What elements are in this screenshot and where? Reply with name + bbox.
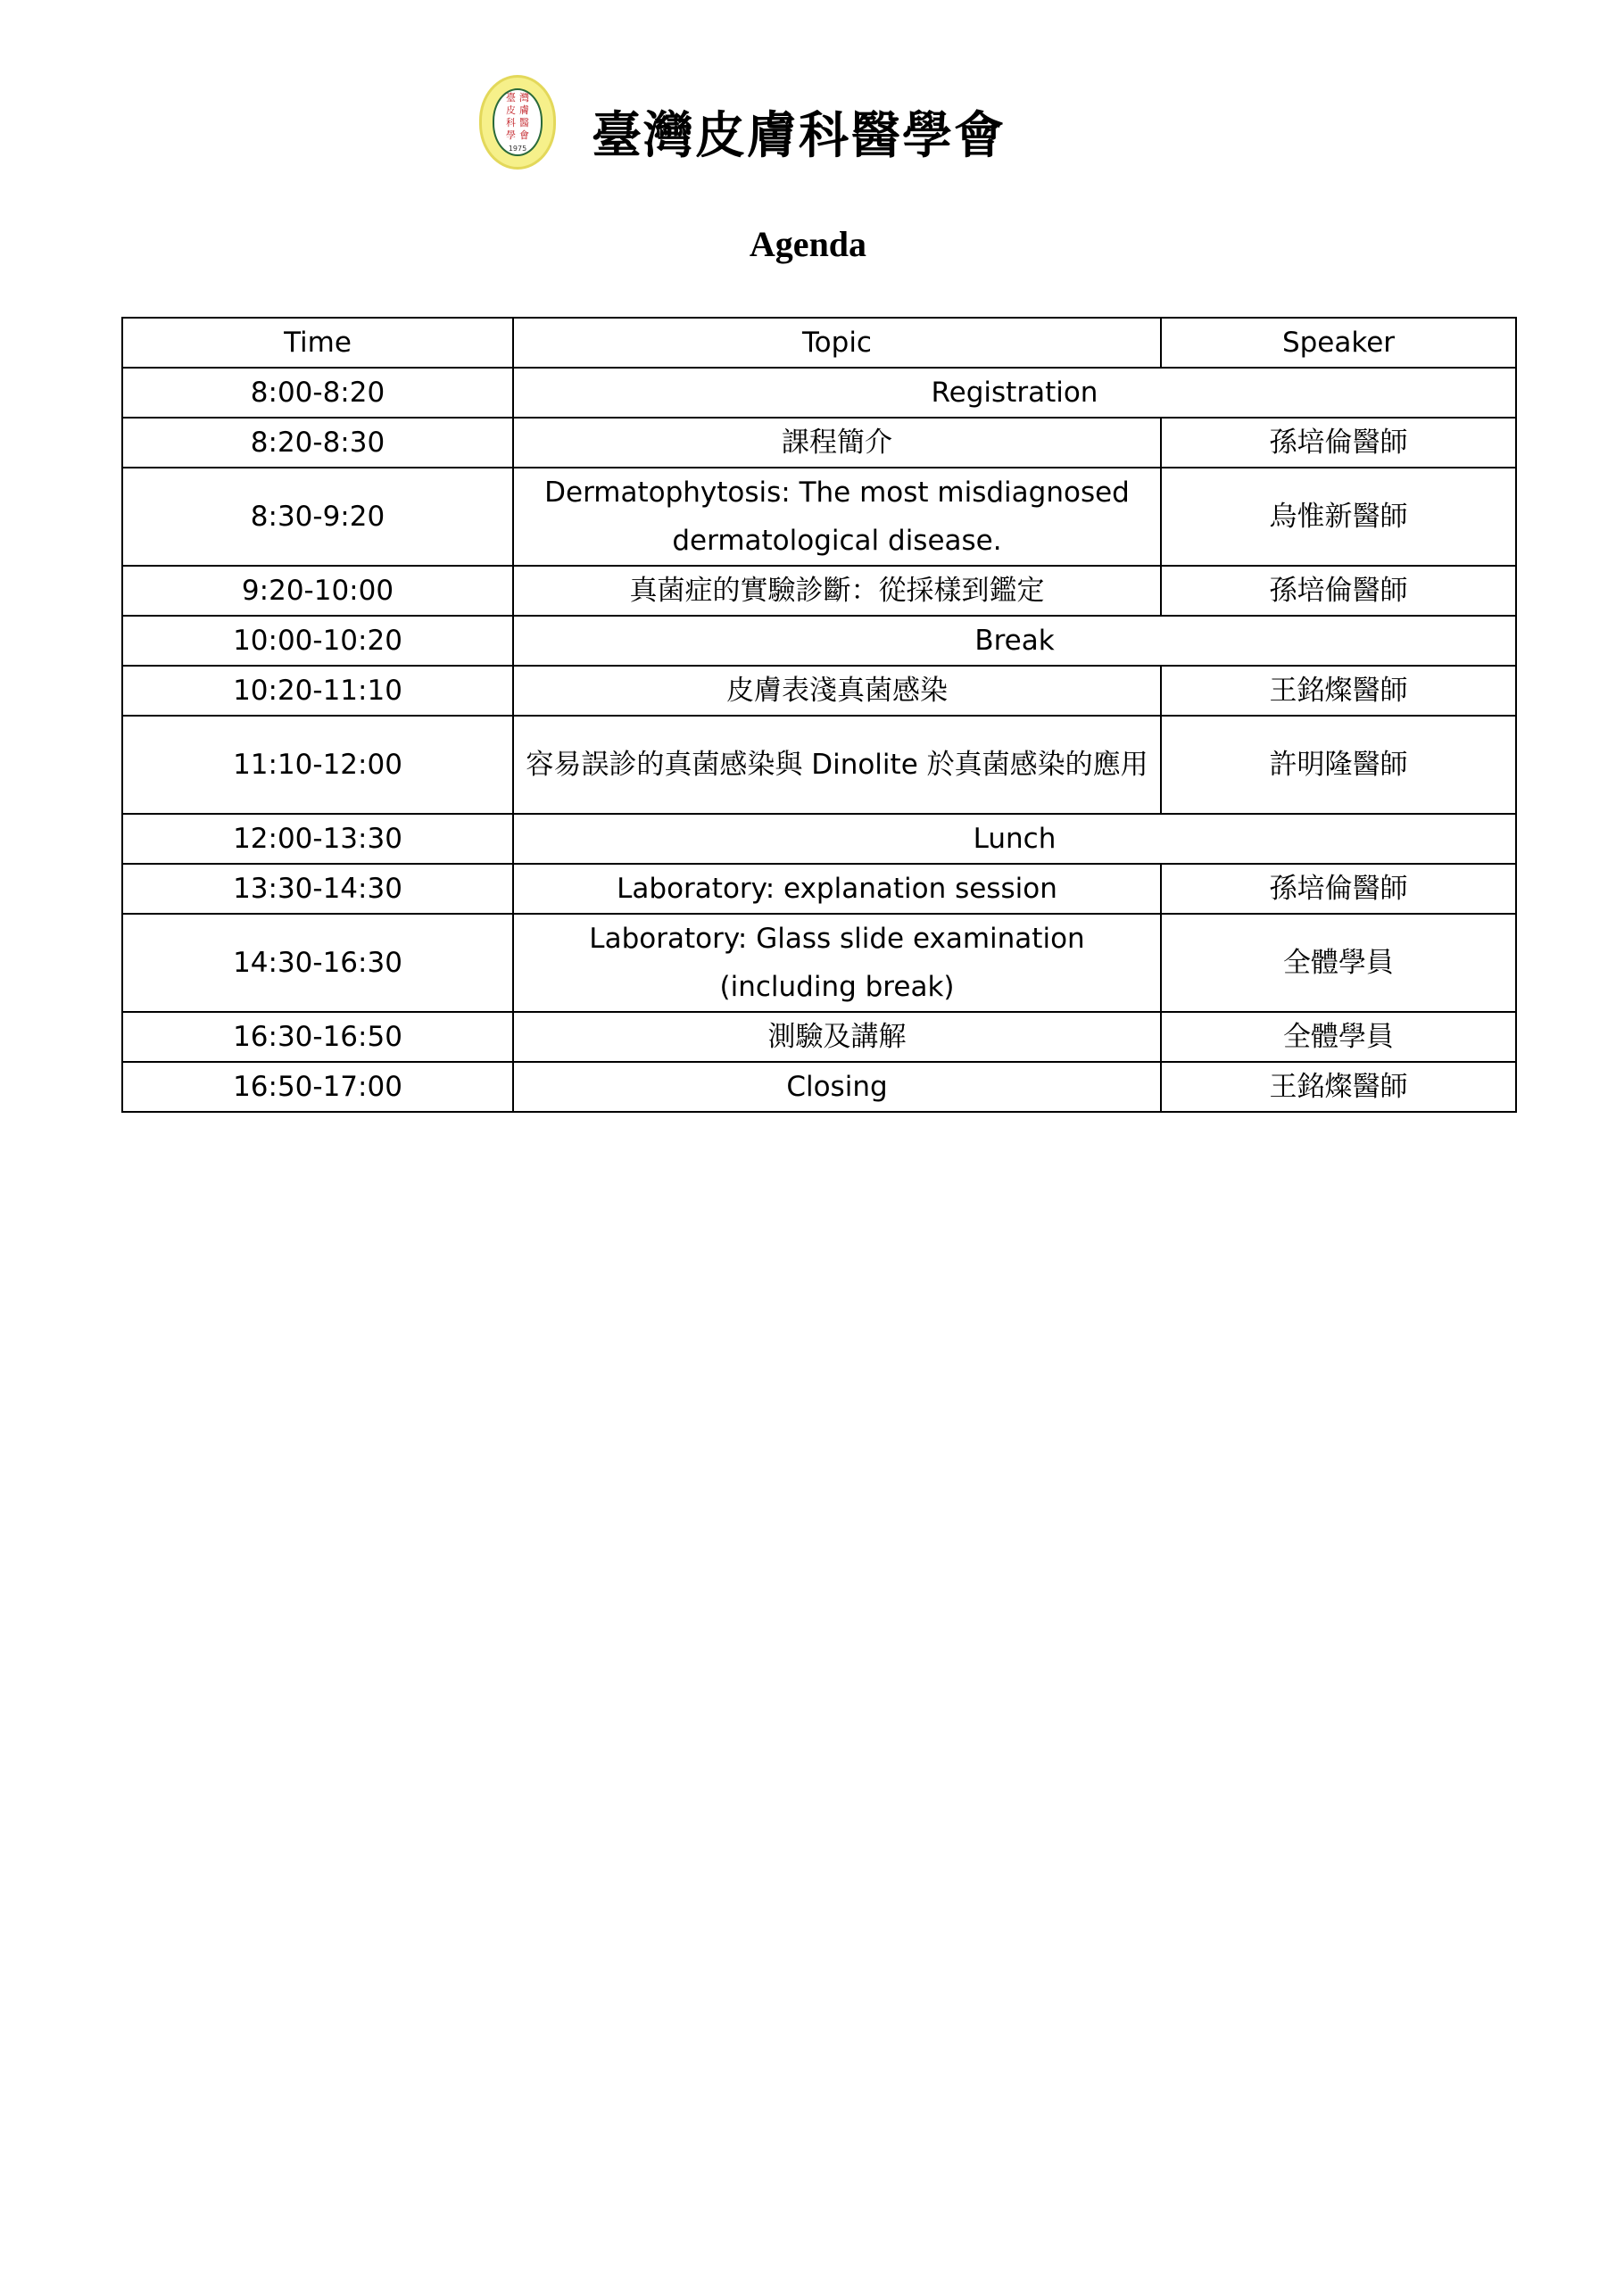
speaker-cell: 全體學員 (1161, 1012, 1516, 1062)
speaker-cell: 王銘燦醫師 (1161, 1062, 1516, 1112)
logo-char: 科 (506, 117, 516, 128)
logo-char: 膚 (519, 104, 529, 116)
topic-cell: 測驗及講解 (513, 1012, 1161, 1062)
logo-characters (505, 92, 531, 141)
table-row (122, 716, 1516, 814)
topic-cell: 容易誤診的真菌感染與 Dinolite 於真菌感染的應用 (513, 716, 1161, 814)
page-title: Agenda (749, 224, 867, 264)
table-row (122, 418, 1516, 468)
table-row (122, 368, 1516, 418)
time-cell: 14:30-16:30 (122, 914, 513, 1012)
time-cell: 16:50-17:00 (122, 1062, 513, 1112)
topic-cell: 皮膚表淺真菌感染 (513, 666, 1161, 716)
topic-cell: Closing (513, 1062, 1161, 1112)
speaker-cell: 全體學員 (1161, 914, 1516, 1012)
time-cell: 8:20-8:30 (122, 418, 513, 468)
speaker-cell: 王銘燦醫師 (1161, 666, 1516, 716)
speaker-cell: 許明隆醫師 (1161, 716, 1516, 814)
logo-char: 皮 (506, 104, 516, 116)
table-row (122, 566, 1516, 616)
time-cell: 8:00-8:20 (122, 368, 513, 418)
speaker-cell: 烏惟新醫師 (1161, 468, 1516, 566)
table-row (122, 914, 1516, 1012)
column-header-topic: Topic (513, 318, 1161, 368)
agenda-table (121, 317, 1517, 1113)
logo-char: 學 (506, 129, 516, 141)
table-row (122, 864, 1516, 914)
topic-cell: 課程簡介 (513, 418, 1161, 468)
topic-cell: Laboratory: Glass slide examination (including break) (513, 914, 1161, 1012)
time-cell: 9:20-10:00 (122, 566, 513, 616)
table-row (122, 1062, 1516, 1112)
table-row (122, 666, 1516, 716)
table-header-row (122, 318, 1516, 368)
header (0, 71, 1616, 187)
table-row (122, 1012, 1516, 1062)
topic-cell: Laboratory: explanation session (513, 864, 1161, 914)
logo-seal (493, 88, 543, 156)
logo-char: 灣 (519, 92, 529, 104)
topic-cell: Lunch (513, 814, 1516, 864)
topic-cell: Registration (513, 368, 1516, 418)
topic-cell: 真菌症的實驗診斷：從採樣到鑑定 (513, 566, 1161, 616)
time-cell: 13:30-14:30 (122, 864, 513, 914)
time-cell: 10:00-10:20 (122, 616, 513, 666)
column-header-speaker: Speaker (1161, 318, 1516, 368)
logo-year: 1975 (508, 145, 527, 153)
time-cell: 8:30-9:20 (122, 468, 513, 566)
speaker-cell: 孫培倫醫師 (1161, 566, 1516, 616)
logo-char: 醫 (519, 117, 529, 128)
time-cell: 11:10-12:00 (122, 716, 513, 814)
speaker-cell: 孫培倫醫師 (1161, 864, 1516, 914)
topic-cell: Dermatophytosis: The most misdiagnosed dermatological disease. (513, 468, 1161, 566)
column-header-time: Time (122, 318, 513, 368)
speaker-cell: 孫培倫醫師 (1161, 418, 1516, 468)
time-cell: 12:00-13:30 (122, 814, 513, 864)
organization-name: 臺灣皮膚科醫學會 (592, 106, 1006, 165)
time-cell: 10:20-11:10 (122, 666, 513, 716)
logo-char: 會 (519, 129, 529, 141)
table-row (122, 814, 1516, 864)
table-row (122, 468, 1516, 566)
association-logo (479, 75, 556, 170)
logo-char: 臺 (506, 92, 516, 104)
topic-cell: Break (513, 616, 1516, 666)
time-cell: 16:30-16:50 (122, 1012, 513, 1062)
table-row (122, 616, 1516, 666)
